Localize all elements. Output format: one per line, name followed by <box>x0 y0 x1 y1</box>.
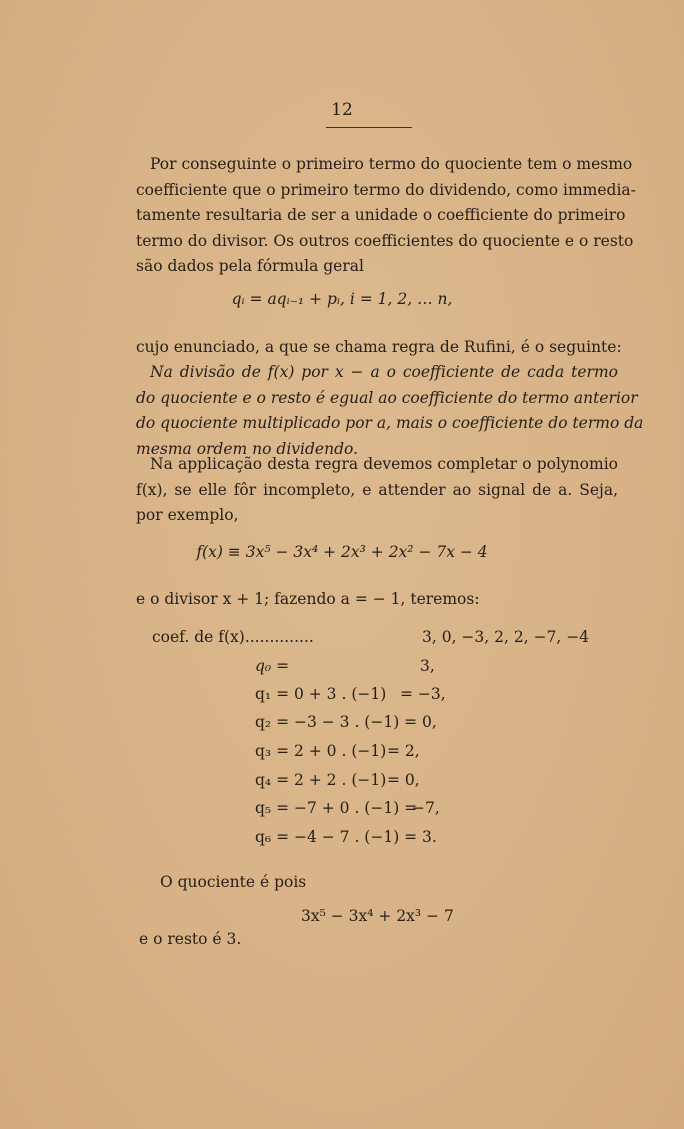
q0-right: 3, <box>420 657 435 675</box>
header-rule <box>326 127 412 128</box>
q0-left: q₀ = <box>255 657 290 675</box>
text-line: e o divisor x + 1; fazendo a = − 1, teremos: <box>136 590 480 608</box>
quotient-formula: 3x⁵ − 3x⁴ + 2x³ − 7 <box>301 907 454 925</box>
text-line: mesma ordem no dividendo. <box>136 439 358 458</box>
divisor-paragraph <box>136 587 618 613</box>
q3-left: q₃ = 2 + 0 . (−1) <box>255 742 387 760</box>
q4-right: = 0, <box>387 771 420 789</box>
q5-right: −7, <box>412 799 440 817</box>
q6-right: 3. <box>422 828 437 846</box>
q1-right: = −3, <box>400 685 446 703</box>
page-number: 12 <box>331 100 353 120</box>
q3-right: = 2, <box>387 742 420 760</box>
q1-left: q₁ = 0 + 3 . (−1) <box>255 685 387 703</box>
text-line: termo do divisor. Os outros coefficientes do quociente e o resto <box>136 231 634 250</box>
text-line: são dados pela fórmula geral <box>136 257 364 275</box>
q2-left: q₂ = −3 − 3 . (−1) = <box>255 713 418 731</box>
q2-right: 0, <box>422 713 437 731</box>
quotient-intro: O quociente é pois <box>160 873 307 891</box>
remainder-line: e o resto é 3. <box>139 930 242 948</box>
text-line: tamente resultaria de ser a unidade o coefficiente do primeiro <box>136 206 626 224</box>
text-line: coefficiente que o primeiro termo do dividendo, como immedia- <box>136 180 636 199</box>
q6-left: q₆ = −4 − 7 . (−1) = <box>255 828 418 846</box>
formula-rufini: qᵢ = aqᵢ₋₁ + pᵢ, i = 1, 2, … n, <box>231 290 453 308</box>
text-line: Na divisão de f(x) por x − a o coefficiente de cada termo <box>150 363 618 381</box>
q4-left: q₄ = 2 + 2 . (−1) <box>255 771 387 789</box>
text-line: f(x), se elle fôr incompleto, e attender ao signal de a. Seja, <box>136 480 618 499</box>
rufini-rule-statement <box>136 360 644 462</box>
text-line: Por conseguinte o primeiro termo do quociente tem o mesmo <box>150 155 633 173</box>
text-line: do quociente multiplicado por a, mais o coefficiente do termo da <box>136 414 644 432</box>
formula-polynomial: f(x) ≡ 3x⁵ − 3x⁴ + 2x³ + 2x² − 7x − 4 <box>196 543 488 561</box>
text-line: por exemplo, <box>136 506 239 524</box>
text-line: do quociente e o resto é egual ao coefficiente do termo anterior <box>136 388 638 407</box>
text-line: cujo enunciado, a que se chama regra de Rufini, é o seguinte: <box>136 338 622 356</box>
paragraph-2 <box>136 335 622 361</box>
coef-values: 3, 0, −3, 2, 2, −7, −4 <box>422 628 590 646</box>
text-line: Na applicação desta regra devemos completar o polynomio <box>150 455 618 473</box>
paragraph-1 <box>136 152 636 280</box>
coef-label: coef. de f(x).............. <box>152 628 314 646</box>
paragraph-3 <box>136 452 618 529</box>
q5-left: q₅ = −7 + 0 . (−1) = <box>255 799 418 817</box>
